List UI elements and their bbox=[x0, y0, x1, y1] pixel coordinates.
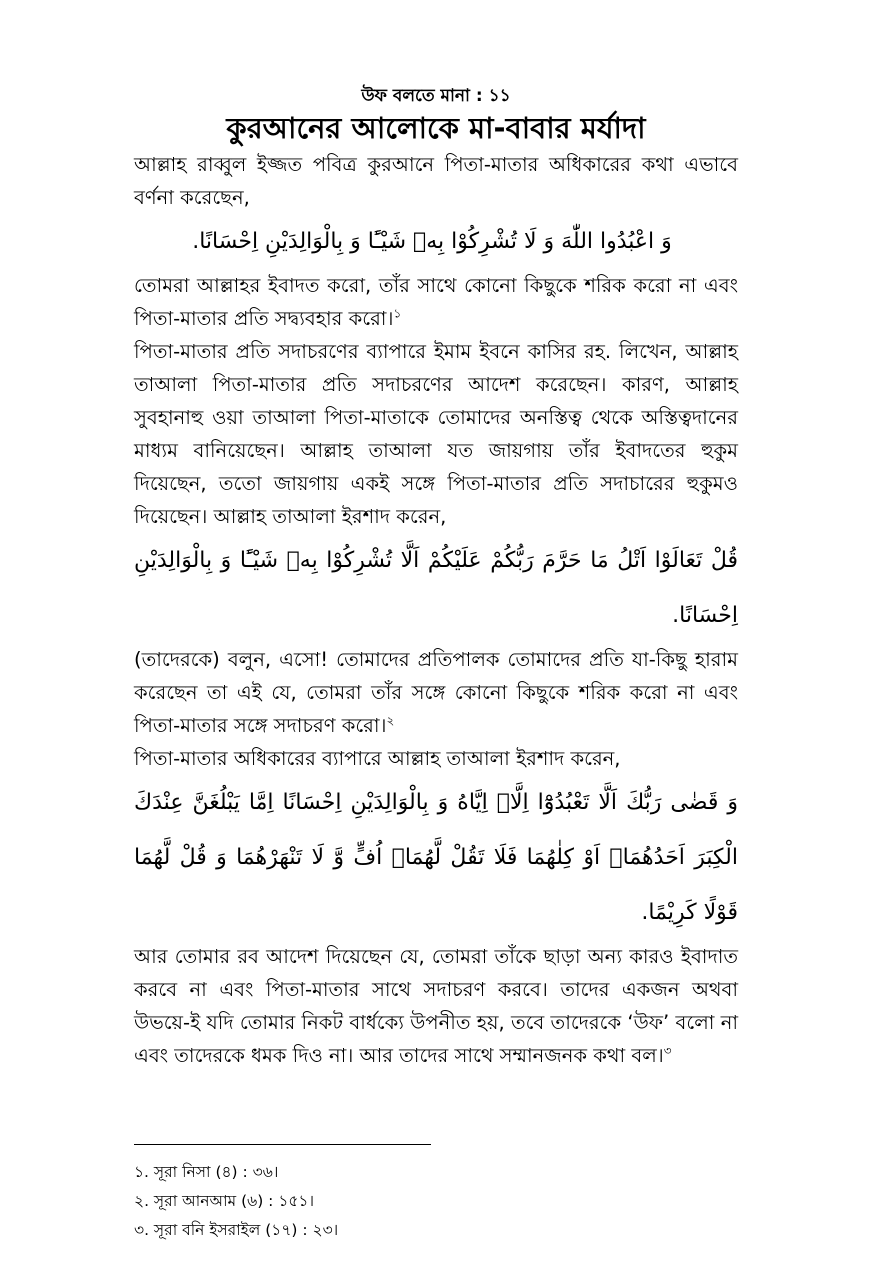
paragraph-intro-text: আল্লাহ রাব্বুল ইজ্জত পবিত্র কুরআনে পিতা-মাতার অধিকারের কথা এভাবে বর্ণনা করেছেন, bbox=[134, 153, 738, 209]
paragraph-translation-3 bbox=[134, 940, 738, 1072]
footnote-2: ২. সূরা আনআম (৬) : ১৫১। bbox=[134, 1192, 315, 1210]
arabic-verse-1: وَ اعْبُدُوا اللّٰهَ وَ لَا تُشْرِكُوْا بِهٖ شَيْـًٔا وَ بِالْوَالِدَيْنِ اِحْسَانًا. bbox=[192, 229, 672, 254]
footnote-3: ৩. সূরা বনি ইসরাইল (১৭) : ২৩। bbox=[134, 1221, 339, 1239]
paragraph-translation-2 bbox=[134, 643, 738, 742]
paragraph-translation-1 bbox=[134, 269, 738, 335]
running-header: উফ বলতে মানা : ১১ bbox=[361, 86, 511, 106]
paragraph-intro bbox=[134, 148, 738, 214]
paragraph-ibn-kathir bbox=[134, 335, 738, 533]
rights-intro-text: পিতা-মাতার অধিকারের ব্যাপারে আল্লাহ তাআলা ইরশাদ করেন, bbox=[134, 747, 621, 770]
footnote-1: ১. সূরা নিসা (৪) : ৩৬। bbox=[134, 1163, 279, 1181]
footnote-ref-1[interactable]: ১ bbox=[393, 306, 402, 321]
translation-1-text: তোমরা আল্লাহর ইবাদত করো, তাঁর সাথে কোনো কিছুকে শরিক করো না এবং পিতা-মাতার প্রতি সদ্ব্যবহার করো। bbox=[134, 274, 738, 330]
paragraph-rights-intro bbox=[134, 742, 738, 775]
footnote-divider bbox=[134, 1144, 431, 1145]
arabic-verse-3: وَ قَضٰى رَبُّكَ اَلَّا تَعْبُدُوْٓا اِلَّاۤ اِيَّاهُ وَ بِالْوَالِدَيْنِ اِحْسَانًا اِمَّا يَبْلُغَنَّ عِنْدَكَ الْكِبَرَ اَحَدُهُمَاۤ اَوْ كِلٰهُمَا فَلَا تَقُلْ لَّهُمَاۤ اُفٍّ وَّ لَا تَنْهَرْهُمَا وَ قُلْ لَّهُمَا قَوْلًا كَرِيْمًا. bbox=[134, 790, 738, 925]
chapter-title: কুরআনের আলোকে মা-বাবার মর্যাদা bbox=[226, 111, 646, 145]
footnote-ref-3[interactable]: ৩ bbox=[663, 1043, 672, 1058]
footnotes bbox=[134, 1158, 738, 1245]
arabic-verse-2: قُلْ تَعَالَوْا اَتْلُ مَا حَرَّمَ رَبُّكُمْ عَلَيْكُمْ اَلَّا تُشْرِكُوْا بِهٖ شَيْـًٔا وَ بِالْوَالِدَيْنِ اِحْسَانًا. bbox=[134, 548, 738, 628]
translation-3-text: আর তোমার রব আদেশ দিয়েছেন যে, তোমরা তাঁকে ছাড়া অন্য কারও ইবাদাত করবে না এবং পিতা-মাতার সাথে সদাচরণ করবে। তাদের একজন অথবা উভয়ে-ই যদি তোমার নিকট বার্ধক্যে উপনীত হয়, তবে তাদেরকে ‘উফ’ বলো না এবং তাদেরকে ধমক দিও না। আর তাদের সাথে সম্মানজনক কথা বল। bbox=[134, 945, 738, 1067]
translation-2-text: (তাদেরকে) বলুন, এসো! তোমাদের প্রতিপালক তোমাদের প্রতি যা-কিছু হারাম করেছেন তা এই যে, তোমরা তাঁর সঙ্গে কোনো কিছুকে শরিক করো না এবং পিতা-মাতার সঙ্গে সদাচরণ করো। bbox=[134, 648, 738, 737]
footnote-ref-2[interactable]: ২ bbox=[386, 713, 395, 728]
page-content bbox=[134, 84, 738, 1072]
ibn-kathir-text: পিতা-মাতার প্রতি সদাচরণের ব্যাপারে ইমাম ইবনে কাসির রহ. লিখেন, আল্লাহ তাআলা পিতা-মাতার প্রতি সদাচরণের আদেশ করেছেন। কারণ, আল্লাহ সুবহানাহু ওয়া তাআলা পিতা-মাতাকে তোমাদের অনস্তিত্ব থেকে অস্তিত্বদানের মাধ্যম বানিয়েছেন। আল্লাহ তাআলা যত জায়গায় তাঁর ইবাদতের হুকুম দিয়েছেন, ততো জায়গায় একই সঙ্গে পিতা-মাতার প্রতি সদাচারের হুকুমও দিয়েছেন। আল্লাহ তাআলা ইরশাদ করেন, bbox=[134, 340, 738, 528]
